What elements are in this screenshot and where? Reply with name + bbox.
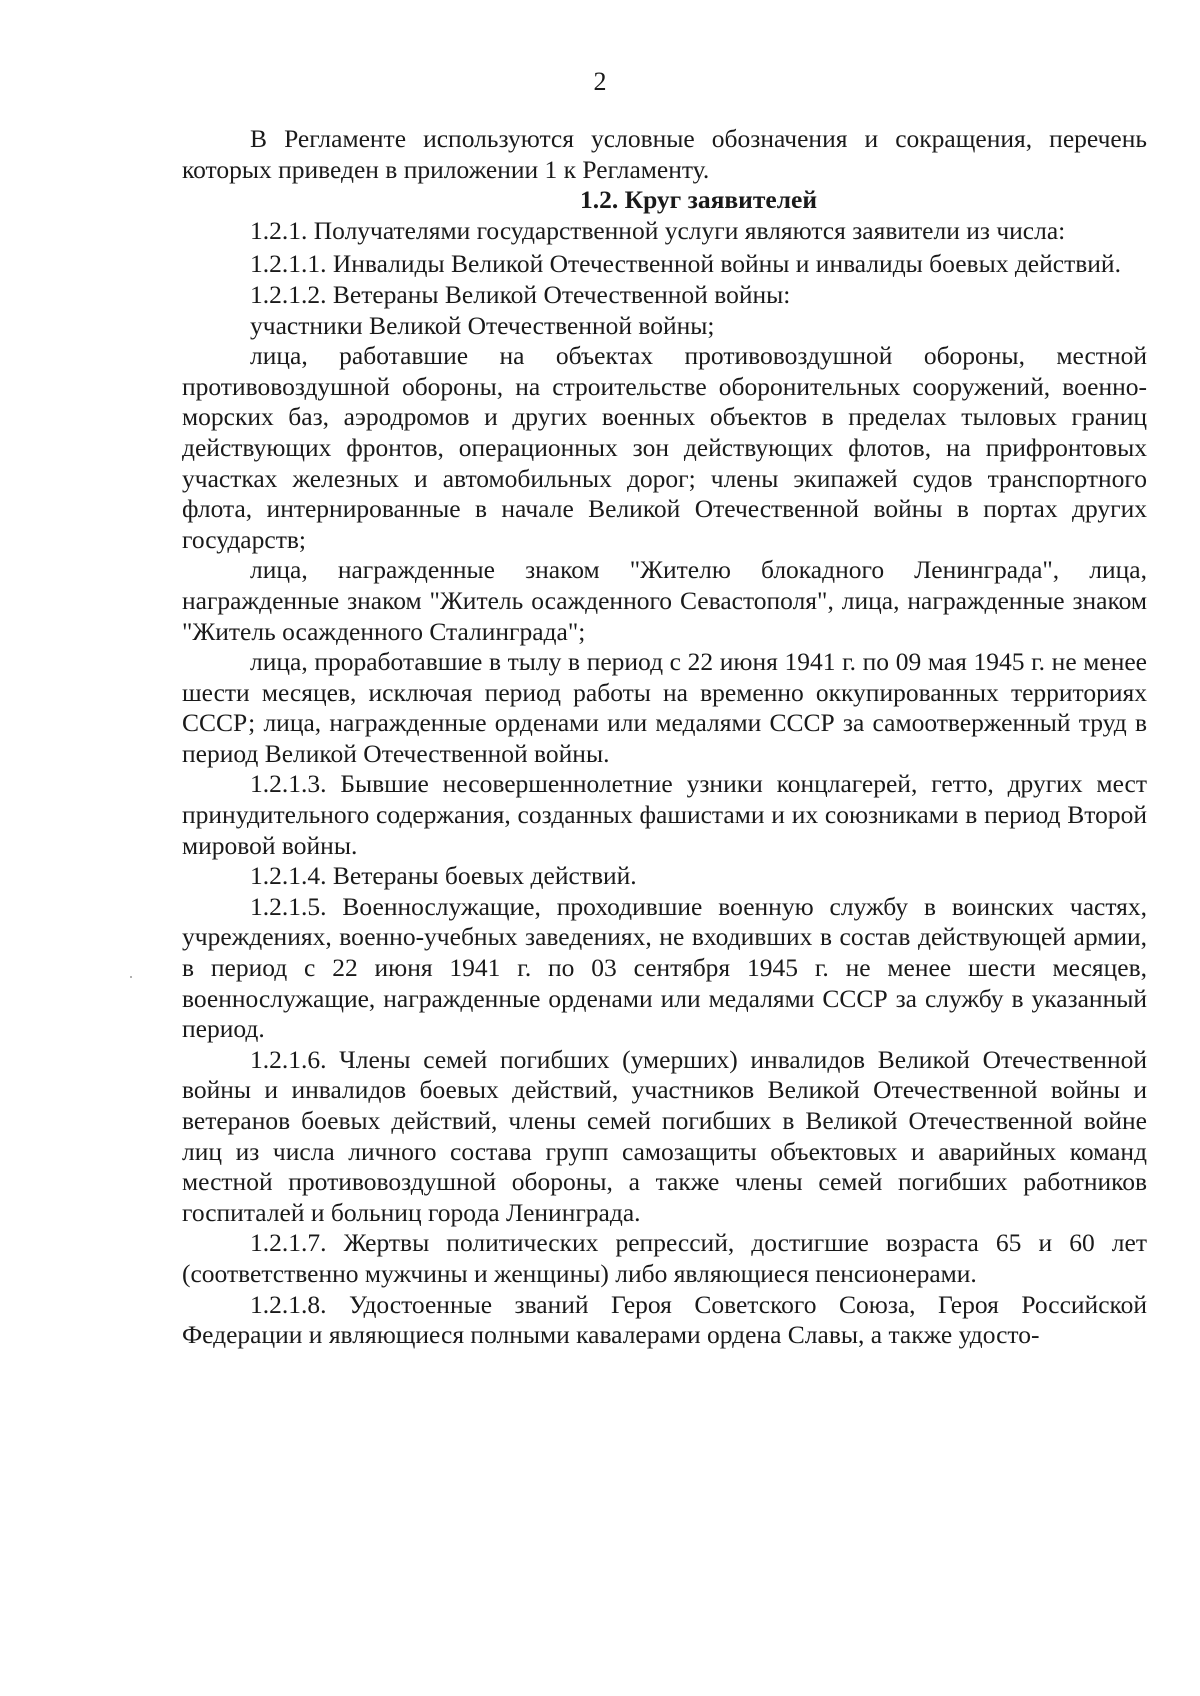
paragraph-1-2-1-2: 1.2.1.2. Ветераны Великой Отечественной войны: bbox=[250, 279, 791, 309]
paragraph-1-2-1-8: 1.2.1.8. Удостоенные званий Героя Советского Союза, Героя Российской Федерации и являющиеся полными кавалерами ордена Славы, а также удосто- bbox=[182, 1289, 1147, 1350]
paragraph-home-front-workers: лица, проработавшие в тылу в период с 22 июня 1941 г. по 09 мая 1945 г. не менее шести месяцев, исключая период работы на временно оккупированных территориях СССР; лица, награжденные орденами или медалями СССР за самоотверженный труд в период Великой Отечественной войны. bbox=[182, 647, 1147, 768]
paragraph-1-2-1: 1.2.1. Получателями государственной услуги являются заявители из числа: bbox=[250, 215, 1066, 245]
paragraph-1-2-1-5: 1.2.1.5. Военнослужащие, проходившие военную службу в воинских частях, учреждениях, военно-учебных заведениях, не входивших в состав действующей армии, в период с 22 июня 1941 г. по 03 сентября 1945 г. не менее шести месяцев, военнослужащие, награжденные орденами или медалями СССР за службу в указанный период. bbox=[182, 891, 1147, 1044]
paragraph-1-2-1-6: 1.2.1.6. Члены семей погибших (умерших) инвалидов Великой Отечественной войны и инвалидов боевых действий, участников Великой Отечественной войны и ветеранов боевых действий, члены семей погибших в Великой Отечественной войне лиц из числа личного состава групп самозащиты объектовых и аварийных команд местной противовоздушной обороны, а также члены семей погибших работников госпиталей и больниц города Ленинграда. bbox=[182, 1044, 1147, 1227]
document-body bbox=[182, 124, 1147, 1351]
paragraph-wwii-participants: участники Великой Отечественной войны; bbox=[250, 310, 715, 340]
paragraph-1-2-1-3: 1.2.1.3. Бывшие несовершеннолетние узники концлагерей, гетто, других мест принудительного содержания, созданных фашистами и их союзниками в период Второй мировой войны. bbox=[182, 769, 1147, 860]
paragraph-1-2-1-1: 1.2.1.1. Инвалиды Великой Отечественной войны и инвалиды боевых действий. bbox=[250, 249, 1121, 279]
paragraph-1-2-1-7: 1.2.1.7. Жертвы политических репрессий, достигшие возраста 65 и 60 лет (соответственно мужчины и женщины) либо являющиеся пенсионерами. bbox=[182, 1228, 1147, 1288]
page-number: 2 bbox=[593, 67, 607, 96]
paragraph-air-defense-workers: лица, работавшие на объектах противовоздушной обороны, местной противовоздушной обороны, на строительстве оборонительных сооружений, военно-морских баз, аэродромов и других военных объектов в пределах тыловых границ действующих фронтов, операционных зон действующих флотов, на прифронтовых участках железных и автомобильных дорог; члены экипажей судов транспортного флота, интернированные в начале Великой Отечественной войны в портах других государств; bbox=[182, 341, 1147, 554]
intro-paragraph: В Регламенте используются условные обозначения и сокращения, перечень которых приведен в приложении 1 к Регламенту. bbox=[182, 124, 1147, 184]
section-heading: 1.2. Круг заявителей bbox=[579, 185, 818, 215]
paragraph-1-2-1-4: 1.2.1.4. Ветераны боевых действий. bbox=[250, 861, 637, 891]
scan-speck bbox=[130, 976, 132, 978]
paragraph-siege-residents: лица, награжденные знаком "Жителю блокадного Ленинграда", лица, награжденные знаком "Житель осажденного Севастополя", лица, награжденные знаком "Житель осажденного Сталинграда"; bbox=[182, 555, 1147, 646]
